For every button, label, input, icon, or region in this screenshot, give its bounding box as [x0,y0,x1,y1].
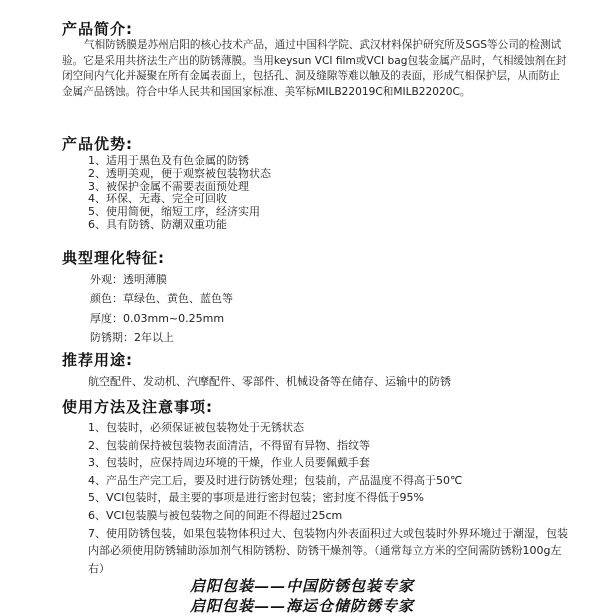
list-item: 7、使用防锈包装，如果包装物体积过大、包装物内外表面积过大或包装时外界环境过于潮湿，包装内部必须使用防锈辅助添加剂气相防锈粉、防锈干燥剂等。（通常每立方米的空间需防锈粉100g左右） [88,526,568,575]
list-item: 5、VCI包装时，最主要的事项是进行密封包装；密封度不得低于95% [88,491,424,505]
list-item: 5、使用简便，缩短工序，经济实用 [88,205,260,219]
list-item: 1、包装时，必须保证被包装物处于无锈状态 [88,421,304,434]
list-item: 4、产品生产完工后，要及时进行防锈处理；包装前，产品温度不得高于50℃ [88,473,463,487]
list-item: 防锈期：2年以上 [90,330,174,344]
list-item: 6、具有防锈、防潮双重功能 [88,217,227,231]
advantages-list [88,155,271,232]
list-item: 厚度：0.03mm~0.25mm [90,311,225,325]
list-item: 颜色：草绿色、黄色、蓝色等 [90,292,233,306]
specs-list [90,270,233,347]
usage-text: 航空配件、发动机、汽摩配件、零部件、机械设备等在储存、运输中的防锈 [88,375,451,388]
advantages-title: 产品优势: [62,135,133,153]
intro-paragraph: 气相防锈膜是苏州启阳的核心技术产品，通过中国科学院、武汉材料保护研究所及SGS等公司的检测试验。它是采用共挤法生产出的防锈薄膜。当用keysun VCI film或VCI bag包装金属产品时，气相缓蚀剂在封闭空间内气化并凝聚在所有金属表面上，包括孔、洞及缝隙等难以触及的表面，形成气相保护层，从而防止金属产品锈蚀。符合中华人民共和国国家标准、美军标MILB22019C和MILB22020C。 [62,39,567,98]
list-item: 2、透明美观，便于观察被包装物状态 [88,166,271,180]
list-item: 3、被保护金属不需要表面预处理 [88,179,249,193]
list-item: 6、VCI包装膜与被包装物之间的间距不得超过25cm [88,508,343,522]
list-item: 3、包装时，应保持周边环境的干燥，作业人员要佩戴手套 [88,456,370,470]
list-item: 1、适用于黑色及有色金属的防锈 [88,154,249,167]
footer-slogan-2: 启阳包装——海运仓储防锈专家 [189,597,414,615]
instructions-list [88,419,576,577]
footer-slogan-1: 启阳包装——中国防锈包装专家 [189,577,414,595]
list-item: 外观：透明薄膜 [90,273,167,286]
intro-title: 产品简介: [62,20,133,38]
list-item: 4、环保、无毒、完全可回收 [88,192,227,206]
specs-title: 典型理化特征: [62,249,165,267]
list-item: 2、包装前保持被包装物表面清洁，不得留有异物、指纹等 [88,438,370,452]
instructions-title: 使用方法及注意事项: [62,398,213,416]
usage-title: 推荐用途: [62,351,133,369]
